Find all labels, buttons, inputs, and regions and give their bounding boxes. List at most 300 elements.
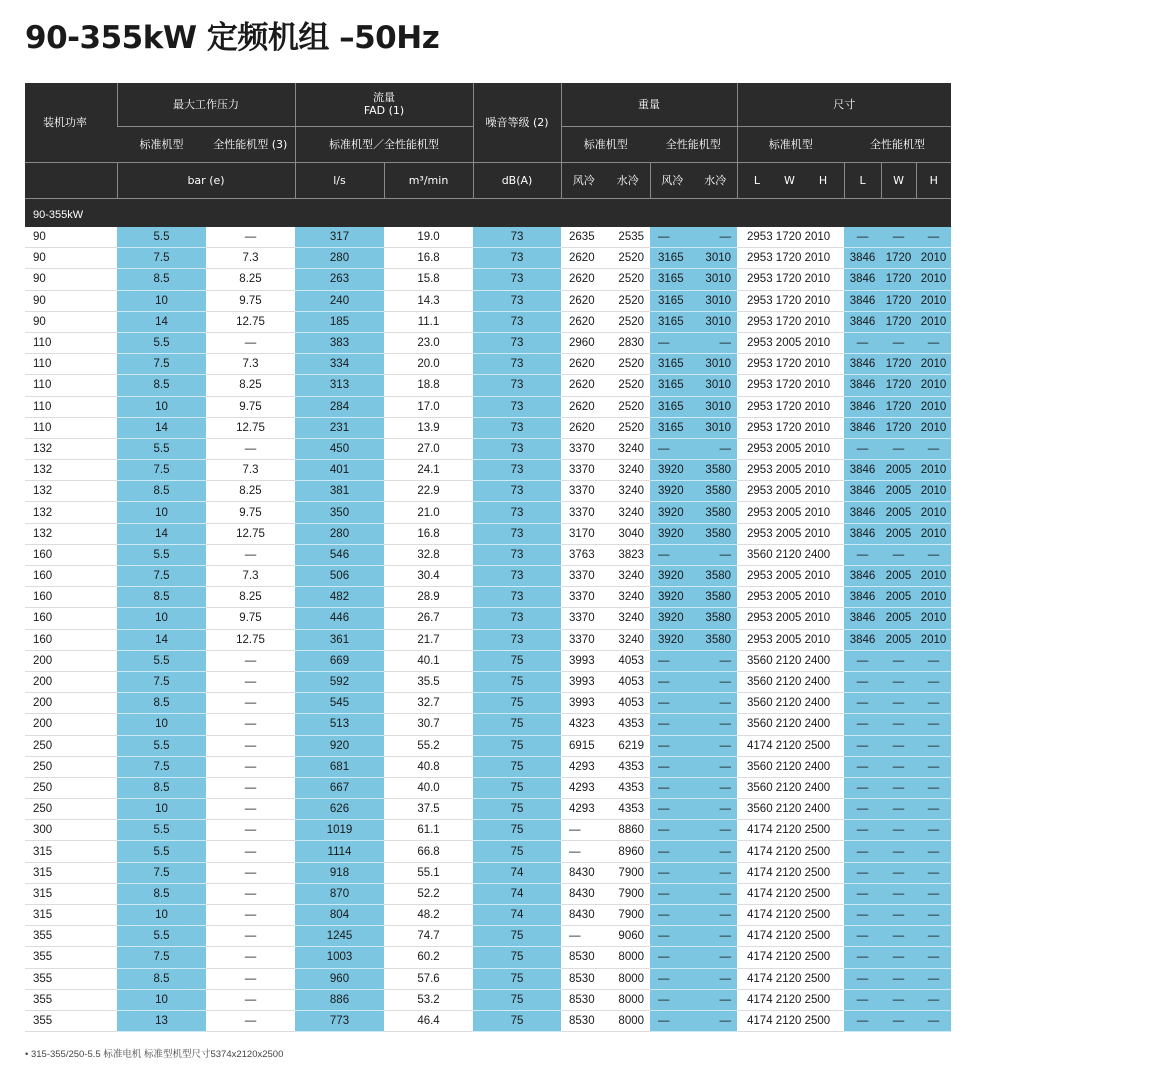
cell-weight-std-air: 3370 — [561, 502, 606, 523]
cell-weight-full-air: — — [650, 989, 694, 1010]
cell-weight-std-water: 8000 — [606, 968, 650, 989]
cell-weight-std-air: 2620 — [561, 290, 606, 311]
cell-weight-std-water: 8000 — [606, 989, 650, 1010]
footnote: • 315-355/250-5.5 标准电机 标准型机型尺寸5374x2120x2500 — [25, 1049, 284, 1060]
cell-dim-full-L: — — [844, 544, 881, 565]
cell-weight-full-water: 3010 — [694, 417, 737, 438]
cell-dim-full-L: 3846 — [844, 608, 881, 629]
header-dim-std-lwh — [737, 162, 844, 198]
spec-table — [25, 83, 951, 1032]
cell-dim-std: 4174 2120 2500 — [737, 735, 844, 756]
cell-noise: 75 — [473, 968, 561, 989]
cell-dim-std: 3560 2120 2400 — [737, 714, 844, 735]
cell-power: 300 — [25, 820, 117, 841]
cell-power: 132 — [25, 502, 117, 523]
cell-flow-m3: 30.7 — [384, 714, 473, 735]
cell-dim-full-W: — — [881, 820, 916, 841]
cell-dim-full-W: — — [881, 735, 916, 756]
table-row — [25, 777, 951, 798]
cell-weight-std-water: 4353 — [606, 756, 650, 777]
cell-pressure-std: 5.5 — [117, 926, 206, 947]
cell-dim-full-H: 2010 — [916, 629, 951, 650]
header-weight-std-air: 风冷 — [561, 162, 606, 198]
table-row — [25, 629, 951, 650]
cell-weight-full-air: 3920 — [650, 587, 694, 608]
cell-dim-full-H: — — [916, 989, 951, 1010]
table-row — [25, 502, 951, 523]
cell-pressure-std: 5.5 — [117, 650, 206, 671]
cell-pressure-std: 14 — [117, 417, 206, 438]
cell-dim-full-L: 3846 — [844, 354, 881, 375]
cell-dim-std: 2953 2005 2010 — [737, 629, 844, 650]
header-max-pressure: 最大工作压力 — [117, 83, 295, 126]
cell-dim-full-W: 1720 — [881, 248, 916, 269]
table-row — [25, 481, 951, 502]
cell-flow-ls: 773 — [295, 1010, 384, 1031]
cell-dim-full-H: 2010 — [916, 460, 951, 481]
cell-pressure-full: 7.3 — [206, 354, 295, 375]
cell-dim-full-W: — — [881, 227, 916, 248]
cell-power: 355 — [25, 1010, 117, 1031]
cell-flow-ls: 450 — [295, 438, 384, 459]
page-title: 90-355kW 定频机组 –50Hz — [25, 20, 440, 56]
cell-weight-std-water: 3823 — [606, 544, 650, 565]
cell-weight-std-water: 8960 — [606, 841, 650, 862]
cell-dim-full-H: — — [916, 671, 951, 692]
cell-dim-full-H: — — [916, 947, 951, 968]
cell-dim-full-W: 2005 — [881, 523, 916, 544]
cell-weight-std-water: 3240 — [606, 438, 650, 459]
cell-flow-m3: 21.0 — [384, 502, 473, 523]
cell-weight-full-air: 3165 — [650, 311, 694, 332]
cell-weight-std-water: 7900 — [606, 862, 650, 883]
cell-dim-full-L: 3846 — [844, 566, 881, 587]
cell-flow-m3: 60.2 — [384, 947, 473, 968]
cell-dim-full-L: — — [844, 841, 881, 862]
cell-dim-full-W: 2005 — [881, 587, 916, 608]
cell-dim-full-L: — — [844, 650, 881, 671]
cell-power: 160 — [25, 629, 117, 650]
cell-noise: 75 — [473, 947, 561, 968]
cell-noise: 73 — [473, 608, 561, 629]
cell-weight-std-air: 4293 — [561, 756, 606, 777]
cell-weight-std-water: 3240 — [606, 587, 650, 608]
cell-dim-full-L: — — [844, 1010, 881, 1031]
cell-weight-full-water: — — [694, 947, 737, 968]
cell-dim-full-H: — — [916, 905, 951, 926]
header-flow-line1: 流量 — [373, 91, 395, 105]
cell-weight-std-water: 4053 — [606, 693, 650, 714]
cell-weight-full-air: 3920 — [650, 481, 694, 502]
table-row — [25, 735, 951, 756]
table-row — [25, 566, 951, 587]
cell-dim-std: 2953 2005 2010 — [737, 438, 844, 459]
header-dim-std-H: H — [818, 173, 828, 187]
header-flow-line2: FAD (1) — [363, 104, 405, 118]
cell-dim-full-H: — — [916, 777, 951, 798]
cell-pressure-full: — — [206, 968, 295, 989]
cell-power: 90 — [25, 227, 117, 248]
cell-dim-full-H: — — [916, 820, 951, 841]
cell-pressure-std: 8.5 — [117, 883, 206, 904]
cell-weight-full-water: — — [694, 883, 737, 904]
cell-noise: 73 — [473, 460, 561, 481]
cell-flow-m3: 26.7 — [384, 608, 473, 629]
cell-dim-std: 3560 2120 2400 — [737, 671, 844, 692]
cell-dim-std: 2953 2005 2010 — [737, 502, 844, 523]
cell-pressure-std: 8.5 — [117, 587, 206, 608]
cell-dim-std: 2953 2005 2010 — [737, 481, 844, 502]
cell-weight-full-water: — — [694, 862, 737, 883]
cell-noise: 75 — [473, 1010, 561, 1031]
cell-power: 315 — [25, 862, 117, 883]
cell-dim-std: 4174 2120 2500 — [737, 820, 844, 841]
cell-flow-m3: 40.0 — [384, 777, 473, 798]
table-row — [25, 947, 951, 968]
cell-power: 250 — [25, 777, 117, 798]
cell-weight-std-air: — — [561, 841, 606, 862]
cell-noise: 75 — [473, 841, 561, 862]
cell-pressure-std: 8.5 — [117, 693, 206, 714]
cell-weight-full-water: 3010 — [694, 269, 737, 290]
cell-dim-full-W: 2005 — [881, 502, 916, 523]
cell-power: 132 — [25, 481, 117, 502]
cell-flow-m3: 28.9 — [384, 587, 473, 608]
cell-weight-std-air: 3370 — [561, 629, 606, 650]
cell-weight-std-air: 2620 — [561, 269, 606, 290]
cell-dim-full-W: — — [881, 777, 916, 798]
cell-power: 110 — [25, 375, 117, 396]
cell-weight-std-air: 3993 — [561, 693, 606, 714]
cell-power: 160 — [25, 544, 117, 565]
cell-weight-std-air: 3993 — [561, 650, 606, 671]
cell-weight-full-water: 3010 — [694, 396, 737, 417]
cell-dim-std: 4174 2120 2500 — [737, 841, 844, 862]
cell-weight-std-air: 6915 — [561, 735, 606, 756]
table-row — [25, 883, 951, 904]
table-row — [25, 332, 951, 353]
cell-dim-full-W: — — [881, 883, 916, 904]
cell-weight-full-air: 3165 — [650, 396, 694, 417]
cell-flow-m3: 52.2 — [384, 883, 473, 904]
cell-pressure-std: 14 — [117, 629, 206, 650]
cell-pressure-full: — — [206, 544, 295, 565]
header-flow — [295, 83, 473, 126]
cell-weight-full-water: — — [694, 438, 737, 459]
cell-weight-std-water: 3240 — [606, 566, 650, 587]
cell-pressure-std: 10 — [117, 502, 206, 523]
cell-dim-std: 4174 2120 2500 — [737, 1010, 844, 1031]
cell-weight-full-water: 3580 — [694, 460, 737, 481]
cell-dim-full-L: — — [844, 756, 881, 777]
header-pressure-full: 全性能机型 (3) — [206, 126, 295, 162]
cell-weight-full-air: — — [650, 926, 694, 947]
cell-pressure-std: 5.5 — [117, 820, 206, 841]
cell-flow-ls: 383 — [295, 332, 384, 353]
cell-pressure-full: 8.25 — [206, 587, 295, 608]
cell-weight-std-air: 8430 — [561, 905, 606, 926]
cell-noise: 75 — [473, 693, 561, 714]
cell-flow-ls: 592 — [295, 671, 384, 692]
cell-flow-m3: 30.4 — [384, 566, 473, 587]
cell-dim-full-W: 1720 — [881, 417, 916, 438]
cell-weight-std-water: 3240 — [606, 629, 650, 650]
cell-weight-std-water: 3040 — [606, 523, 650, 544]
cell-dim-full-L: — — [844, 905, 881, 926]
cell-pressure-full: — — [206, 714, 295, 735]
table-row — [25, 968, 951, 989]
cell-dim-std: 2953 1720 2010 — [737, 375, 844, 396]
cell-pressure-full: 9.75 — [206, 396, 295, 417]
cell-weight-full-air: 3920 — [650, 566, 694, 587]
cell-dim-full-L: 3846 — [844, 460, 881, 481]
cell-flow-ls: 920 — [295, 735, 384, 756]
cell-weight-full-water: — — [694, 799, 737, 820]
cell-dim-full-L: — — [844, 883, 881, 904]
cell-dim-std: 4174 2120 2500 — [737, 947, 844, 968]
table-row — [25, 587, 951, 608]
cell-power: 90 — [25, 269, 117, 290]
table-row — [25, 269, 951, 290]
cell-pressure-std: 14 — [117, 523, 206, 544]
cell-weight-std-air: — — [561, 820, 606, 841]
cell-dim-full-W: 2005 — [881, 460, 916, 481]
cell-weight-full-air: — — [650, 332, 694, 353]
cell-weight-std-air: 8530 — [561, 989, 606, 1010]
cell-weight-std-water: 2520 — [606, 248, 650, 269]
table-row — [25, 375, 951, 396]
cell-flow-ls: 626 — [295, 799, 384, 820]
cell-flow-m3: 61.1 — [384, 820, 473, 841]
cell-dim-full-L: — — [844, 777, 881, 798]
cell-dim-full-L: 3846 — [844, 396, 881, 417]
cell-dim-full-W: — — [881, 693, 916, 714]
cell-dim-full-W: 1720 — [881, 269, 916, 290]
cell-weight-full-air: — — [650, 799, 694, 820]
cell-flow-ls: 317 — [295, 227, 384, 248]
cell-pressure-std: 10 — [117, 799, 206, 820]
cell-dim-full-W: — — [881, 989, 916, 1010]
cell-flow-ls: 1003 — [295, 947, 384, 968]
cell-dim-full-L: — — [844, 438, 881, 459]
cell-pressure-full: 8.25 — [206, 481, 295, 502]
cell-weight-std-air: 3370 — [561, 460, 606, 481]
cell-pressure-std: 10 — [117, 989, 206, 1010]
cell-noise: 73 — [473, 354, 561, 375]
cell-flow-m3: 22.9 — [384, 481, 473, 502]
cell-power: 132 — [25, 460, 117, 481]
cell-weight-full-air: 3920 — [650, 502, 694, 523]
header-noise: 噪音等级 (2) — [473, 83, 561, 162]
cell-noise: 73 — [473, 311, 561, 332]
cell-noise: 73 — [473, 269, 561, 290]
cell-flow-ls: 334 — [295, 354, 384, 375]
cell-dim-full-H: 2010 — [916, 417, 951, 438]
cell-weight-std-water: 2520 — [606, 290, 650, 311]
cell-weight-full-air: 3920 — [650, 608, 694, 629]
cell-flow-ls: 446 — [295, 608, 384, 629]
cell-dim-full-W: — — [881, 905, 916, 926]
cell-pressure-full: 8.25 — [206, 375, 295, 396]
cell-weight-full-water: 3580 — [694, 481, 737, 502]
cell-dim-full-H: 2010 — [916, 375, 951, 396]
cell-dim-full-H: 2010 — [916, 311, 951, 332]
cell-dim-full-W: — — [881, 926, 916, 947]
cell-weight-full-water: — — [694, 1010, 737, 1031]
cell-noise: 73 — [473, 290, 561, 311]
cell-flow-ls: 545 — [295, 693, 384, 714]
cell-weight-std-water: 8000 — [606, 947, 650, 968]
cell-pressure-full: 12.75 — [206, 629, 295, 650]
cell-weight-full-water: 3010 — [694, 354, 737, 375]
cell-flow-m3: 24.1 — [384, 460, 473, 481]
cell-flow-ls: 381 — [295, 481, 384, 502]
cell-power: 355 — [25, 926, 117, 947]
cell-pressure-std: 8.5 — [117, 375, 206, 396]
cell-weight-full-air: — — [650, 1010, 694, 1031]
cell-dim-full-W: — — [881, 862, 916, 883]
cell-dim-full-L: — — [844, 227, 881, 248]
cell-dim-full-W: 1720 — [881, 290, 916, 311]
cell-noise: 75 — [473, 799, 561, 820]
table-row — [25, 820, 951, 841]
cell-pressure-std: 8.5 — [117, 968, 206, 989]
header-weight-full-air: 风冷 — [650, 162, 694, 198]
cell-power: 200 — [25, 693, 117, 714]
cell-weight-std-air: — — [561, 926, 606, 947]
cell-weight-std-water: 2535 — [606, 227, 650, 248]
cell-weight-std-air: 4293 — [561, 799, 606, 820]
cell-weight-full-air: — — [650, 883, 694, 904]
cell-weight-std-air: 2620 — [561, 396, 606, 417]
table-row — [25, 311, 951, 332]
cell-dim-std: 2953 1720 2010 — [737, 354, 844, 375]
table-row — [25, 523, 951, 544]
cell-dim-std: 4174 2120 2500 — [737, 862, 844, 883]
header-unit-m3: m³/min — [384, 162, 473, 198]
cell-weight-std-air: 3993 — [561, 671, 606, 692]
cell-weight-full-water: — — [694, 332, 737, 353]
cell-dim-std: 2953 1720 2010 — [737, 311, 844, 332]
cell-weight-std-air: 2635 — [561, 227, 606, 248]
cell-power: 160 — [25, 608, 117, 629]
cell-weight-full-air: — — [650, 693, 694, 714]
cell-dim-full-W: — — [881, 332, 916, 353]
cell-pressure-full: — — [206, 862, 295, 883]
cell-weight-full-air: 3920 — [650, 523, 694, 544]
cell-weight-std-air: 2620 — [561, 417, 606, 438]
cell-flow-m3: 17.0 — [384, 396, 473, 417]
cell-dim-full-W: 1720 — [881, 375, 916, 396]
cell-flow-m3: 55.2 — [384, 735, 473, 756]
cell-flow-ls: 401 — [295, 460, 384, 481]
cell-dim-full-W: — — [881, 799, 916, 820]
cell-dim-full-H: 2010 — [916, 608, 951, 629]
header-weight-full-water: 水冷 — [694, 162, 737, 198]
cell-pressure-full: — — [206, 735, 295, 756]
cell-pressure-std: 10 — [117, 396, 206, 417]
cell-pressure-full: — — [206, 693, 295, 714]
cell-weight-std-water: 4353 — [606, 777, 650, 798]
header-dim-full-L: L — [844, 162, 881, 198]
cell-pressure-std: 7.5 — [117, 862, 206, 883]
cell-weight-std-water: 3240 — [606, 608, 650, 629]
cell-dim-full-W: — — [881, 671, 916, 692]
cell-flow-ls: 240 — [295, 290, 384, 311]
cell-noise: 73 — [473, 587, 561, 608]
cell-flow-ls: 513 — [295, 714, 384, 735]
cell-weight-full-air: 3165 — [650, 417, 694, 438]
cell-dim-full-H: — — [916, 756, 951, 777]
cell-noise: 75 — [473, 671, 561, 692]
cell-weight-std-water: 3240 — [606, 481, 650, 502]
cell-weight-full-air: — — [650, 820, 694, 841]
cell-weight-std-water: 4053 — [606, 671, 650, 692]
cell-noise: 73 — [473, 332, 561, 353]
cell-weight-std-air: 3763 — [561, 544, 606, 565]
cell-dim-full-H: — — [916, 332, 951, 353]
cell-pressure-full: — — [206, 438, 295, 459]
cell-weight-std-water: 4353 — [606, 714, 650, 735]
cell-dim-std: 3560 2120 2400 — [737, 693, 844, 714]
cell-power: 110 — [25, 354, 117, 375]
cell-pressure-full: — — [206, 332, 295, 353]
cell-dim-full-W: 1720 — [881, 396, 916, 417]
cell-flow-m3: 32.8 — [384, 544, 473, 565]
cell-weight-full-air: — — [650, 947, 694, 968]
cell-dim-full-H: — — [916, 544, 951, 565]
cell-weight-full-water: — — [694, 693, 737, 714]
cell-flow-m3: 14.3 — [384, 290, 473, 311]
cell-weight-std-water: 2520 — [606, 396, 650, 417]
table-row — [25, 248, 951, 269]
cell-dim-std: 2953 2005 2010 — [737, 566, 844, 587]
cell-pressure-std: 7.5 — [117, 671, 206, 692]
cell-weight-full-water: — — [694, 820, 737, 841]
cell-noise: 73 — [473, 375, 561, 396]
cell-dim-full-W: — — [881, 438, 916, 459]
cell-noise: 74 — [473, 862, 561, 883]
cell-pressure-full: — — [206, 947, 295, 968]
cell-weight-std-air: 3370 — [561, 608, 606, 629]
cell-power: 355 — [25, 947, 117, 968]
cell-dim-std: 2953 2005 2010 — [737, 523, 844, 544]
cell-flow-m3: 27.0 — [384, 438, 473, 459]
cell-power: 90 — [25, 290, 117, 311]
cell-weight-full-air: — — [650, 714, 694, 735]
cell-dim-full-H: — — [916, 883, 951, 904]
cell-flow-ls: 1114 — [295, 841, 384, 862]
cell-weight-full-water: — — [694, 756, 737, 777]
cell-flow-ls: 313 — [295, 375, 384, 396]
cell-pressure-full: — — [206, 905, 295, 926]
cell-weight-std-water: 2520 — [606, 269, 650, 290]
cell-dim-full-H: — — [916, 799, 951, 820]
header-weight-standard: 标准机型 — [561, 126, 650, 162]
cell-flow-ls: 280 — [295, 248, 384, 269]
cell-flow-m3: 11.1 — [384, 311, 473, 332]
cell-flow-m3: 40.1 — [384, 650, 473, 671]
cell-weight-full-water: — — [694, 926, 737, 947]
table-row — [25, 1010, 951, 1031]
cell-dim-std: 4174 2120 2500 — [737, 905, 844, 926]
cell-dim-full-L: 3846 — [844, 502, 881, 523]
cell-dim-std: 2953 1720 2010 — [737, 227, 844, 248]
cell-dim-std: 4174 2120 2500 — [737, 968, 844, 989]
cell-weight-full-air: — — [650, 756, 694, 777]
cell-weight-full-air: — — [650, 905, 694, 926]
cell-dim-full-W: 1720 — [881, 311, 916, 332]
